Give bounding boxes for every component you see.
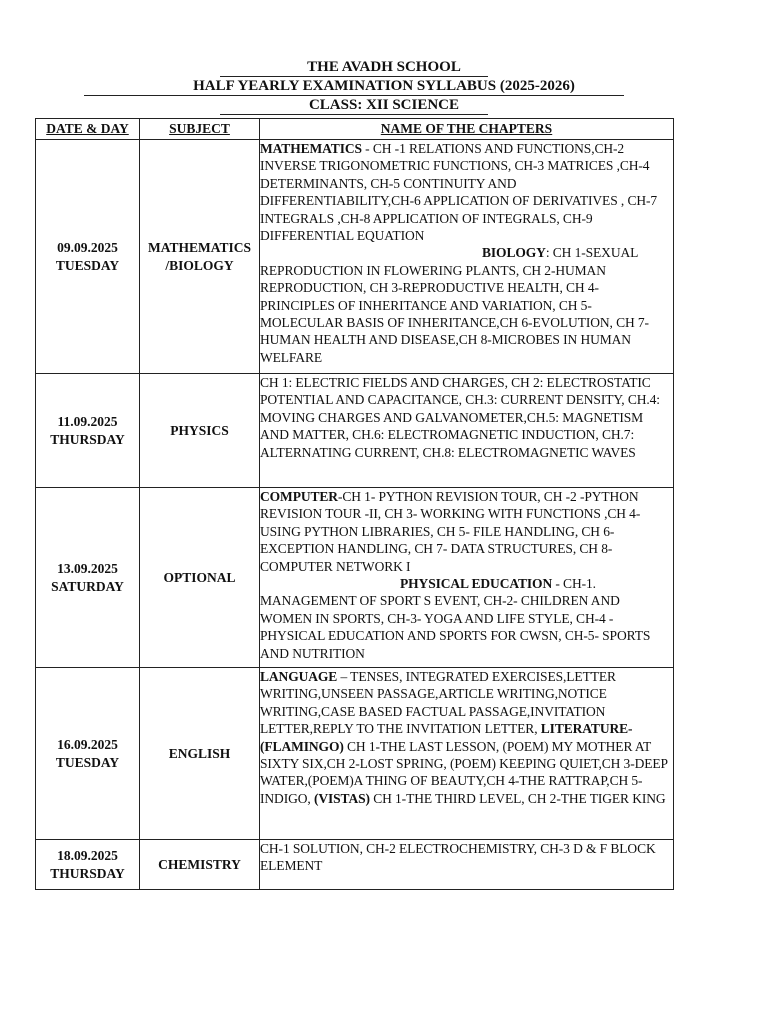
table-row [36, 668, 674, 840]
chapters-cell [260, 488, 674, 668]
chapters-text: CH 1-THE LAST LESSON, (POEM) MY MOTHER AT SIXTY SIX,CH 2-LOST SPRING, (POEM) KEEPING QUIET,CH 3-DEEP WATER,(POEM)A THING OF BEAUTY,CH 4-THE RATTRAP,CH 5- INDIGO, [260, 738, 668, 806]
date: 16.09.2025 [57, 736, 118, 752]
chapters-text: : CH 1-SEXUAL REPRODUCTION IN FLOWERING PLANTS, CH 2-HUMAN REPRODUCTION, CH 3-REPRODUCTIVE HEALTH, CH 4-PRINCIPLES OF INHERITANCE AND VARIATION, CH 5-MOLECULAR BASIS OF INHERITANCE,CH 6-EVOLUTION, CH 7-HUMAN HEALTH AND DISEASE,CH 8-MICROBES IN HUMAN WELFARE [260, 245, 649, 365]
date: 18.09.2025 [57, 847, 118, 863]
header-subject: SUBJECT [140, 119, 260, 140]
chapters-cell [260, 140, 674, 374]
subject-label: LANGUAGE [260, 669, 338, 684]
table-header-row [36, 119, 674, 140]
subject-cell: MATHEMATICS /BIOLOGY [140, 140, 260, 374]
date-cell [36, 374, 140, 488]
document-header [0, 58, 768, 115]
subject-cell: CHEMISTRY [140, 840, 260, 890]
subject-label: COMPUTER [260, 489, 338, 504]
subject-cell: ENGLISH [140, 668, 260, 840]
chapters-text: - CH-1. MANAGEMENT OF SPORT S EVENT, CH-2- CHILDREN AND WOMEN IN SPORTS, CH-3- YOGA AND LIFE STYLE, CH-4 - PHYSICAL EDUCATION AND SPORTS FOR CWSN, CH-5- SPORTS AND NUTRITION [260, 576, 651, 661]
table-row [36, 840, 674, 890]
chapters-text: – TENSES, INTEGRATED EXERCISES,LETTER WRITING,UNSEEN PASSAGE,ARTICLE WRITING,NOTICE WRITING,CASE BASED FACTUAL PASSAGE,INVITATION LETTER,REPLY TO THE INVITATION LETTER, [260, 669, 616, 737]
chapters-text: -CH 1- PYTHON REVISION TOUR, CH -2 -PYTHON REVISION TOUR -II, CH 3- WORKING WITH FUNCTIONS ,CH 4- USING PYTHON LIBRARIES, CH 5- FILE HANDLING, CH 6- EXCEPTION HANDLING, CH 7- DATA STRUCTURES, CH 8- COMPUTER NETWORK I [260, 489, 641, 574]
date-cell [36, 140, 140, 374]
header-underline-2 [84, 95, 624, 96]
header-date-day: DATE & DAY [36, 119, 140, 140]
day: TUESDAY [55, 754, 120, 770]
subject-label: MATHEMATICS [260, 141, 362, 156]
exam-title: HALF YEARLY EXAMINATION SYLLABUS (2025-2026) [193, 78, 575, 94]
chapters-text: - CH -1 RELATIONS AND FUNCTIONS,CH-2 INVERSE TRIGONOMETRIC FUNCTIONS, CH-3 MATRICES ,CH-4 DETERMINANTS, CH-5 CONTINUITY AND DIFFERENTIABILITY,CH-6 APPLICATION OF DERIVATIVES , CH-7 INTEGRALS ,CH-8 APPLICATION OF INTEGRALS, CH-9 DIFFERENTIAL EQUATION [260, 141, 658, 244]
table-row [36, 374, 674, 488]
day: THURSDAY [50, 431, 125, 447]
subject-cell: PHYSICS [140, 374, 260, 488]
date-cell [36, 840, 140, 890]
table-row [36, 140, 674, 374]
date: 09.09.2025 [57, 239, 118, 255]
chapters-text: CH 1-THE THIRD LEVEL, CH 2-THE TIGER KING [369, 790, 666, 806]
day: TUESDAY [55, 257, 120, 273]
day: SATURDAY [51, 578, 124, 594]
table-row [36, 488, 674, 668]
header-chapters: NAME OF THE CHAPTERS [260, 119, 674, 140]
subject-label: LITERATURE- (FLAMINGO) [260, 721, 633, 754]
subject-label: PHYSICAL EDUCATION [400, 576, 553, 592]
subject-label: BIOLOGY [482, 245, 546, 261]
date-cell [36, 488, 140, 668]
class-title: CLASS: XII SCIENCE [308, 97, 460, 113]
chapters-cell [260, 668, 674, 840]
subject-cell: OPTIONAL [140, 488, 260, 668]
date-cell [36, 668, 140, 840]
day: THURSDAY [50, 865, 125, 881]
syllabus-table [35, 118, 674, 890]
chapters-cell: CH 1: ELECTRIC FIELDS AND CHARGES, CH 2: ELECTROSTATIC POTENTIAL AND CAPACITANCE, CH.3: CURRENT DENSITY, CH.4: MOVING CHARGES AND GALVANOMETER,CH.5: MAGNETISM AND MATTER, CH.6: ELECTROMAGNETIC INDUCTION, CH.7: ALTERNATING CURRENT, CH.8: ELECTROMAGNETIC WAVES [260, 374, 674, 488]
subject-label: (VISTAS) [313, 790, 370, 806]
date: 13.09.2025 [57, 560, 118, 576]
chapters-cell: CH-1 SOLUTION, CH-2 ELECTROCHEMISTRY, CH-3 D & F BLOCK ELEMENT [260, 840, 674, 890]
school-name: THE AVADH SCHOOL [307, 59, 461, 75]
header-underline-1 [220, 76, 488, 77]
header-underline-3 [220, 114, 488, 115]
date: 11.09.2025 [57, 413, 118, 429]
